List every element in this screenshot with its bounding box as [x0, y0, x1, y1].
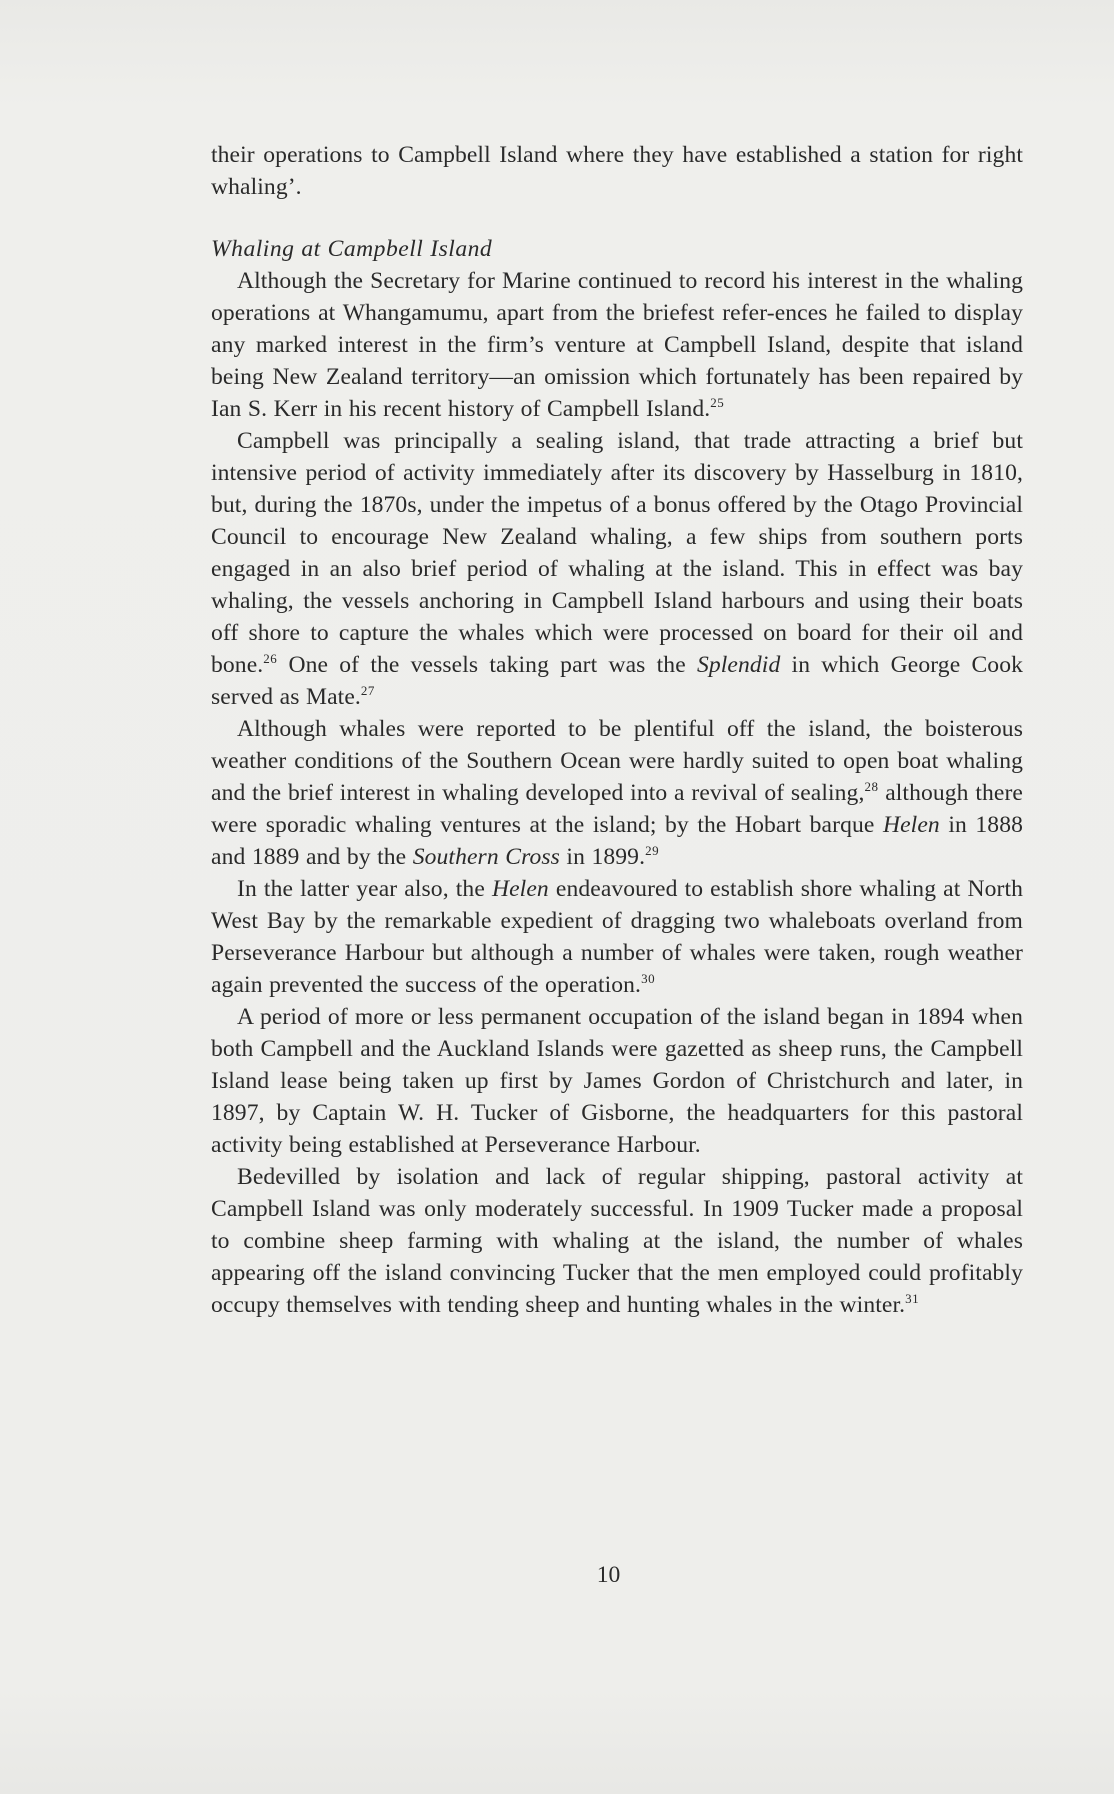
- continued-paragraph: [211, 139, 1023, 203]
- paragraph-5-text: A period of more or less permanent occupation of the island began in 1894 when both Campbell and the Auckland Islands were gazetted as sheep runs, the Campbell Island lease being taken up first by James Gordon of Christchurch and later, in 1897, by Captain W. H. Tucker of Gisborne, the headquarters for this pastoral activity being established at Perseverance Harbour.: [211, 1004, 1023, 1158]
- paragraph-1-text: Although the Secretary for Marine continued to record his interest in the whaling operations at Whangamumu, apart from the briefest refer-ences he failed to display any marked interest in the firm’s venture at Campbell Island, despite that island being New Zealand territory—an omission which fortunately has been repaired by Ian S. Kerr in his recent history of Campbell Island.: [211, 268, 1023, 422]
- footnote-ref: 27: [360, 683, 375, 698]
- body-text: [211, 139, 1023, 1321]
- footnote-ref: 28: [864, 779, 879, 794]
- continued-text: their operations to Campbell Island where they have established a station for right whaling’.: [211, 142, 1023, 200]
- ship-name: Helen: [882, 812, 940, 838]
- paragraph-3-text: in 1899.: [559, 844, 646, 870]
- section-heading: Whaling at Campbell Island: [211, 236, 493, 262]
- ship-name: Southern Cross: [412, 844, 560, 870]
- paragraph-6: [211, 1161, 1023, 1321]
- paragraph-3: [211, 713, 1023, 873]
- paragraph-5: [211, 1001, 1023, 1161]
- paragraph-2-text: in which George Cook served as Mate.: [211, 652, 1023, 710]
- footnote-ref: 25: [710, 395, 725, 410]
- paragraph-1: [211, 265, 1023, 425]
- footnote-ref: 29: [645, 843, 660, 858]
- paragraph-2-text: Campbell was principally a sealing island, that trade attracting a brief but intensive period of activity immediately after its discovery by Hasselburg in 1810, but, during the 1870s, under the impetus of a bonus offered by the Otago Provincial Council to encourage New Zealand whaling, a few ships from southern ports engaged in an also brief period of whaling at the island. This in effect was bay whaling, the vessels anchoring in Campbell Island harbours and using their boats off shore to capture the whales which were processed on board for their oil and bone.: [211, 428, 1023, 678]
- paragraph-2: [211, 425, 1023, 713]
- ship-name: Helen: [491, 876, 549, 902]
- footnote-ref: 26: [263, 651, 278, 666]
- paragraph-2-text: One of the vessels taking part was the: [277, 652, 697, 678]
- paragraph-3-text: in 1888 and 1889 and by the: [211, 812, 1023, 870]
- paragraph-6-text: Bedevilled by isolation and lack of regular shipping, pastoral activity at Campbell Island was only moderately successful. In 1909 Tucker made a proposal to combine sheep farming with whaling at the island, the number of whales appearing off the island convincing Tucker that the men employed could profitably occupy themselves with tending sheep and hunting whales in the winter.: [211, 1164, 1023, 1318]
- page-number: 10: [596, 1562, 621, 1588]
- ship-name: Splendid: [696, 652, 781, 678]
- paragraph-4-text: endeavoured to establish shore whaling at North West Bay by the remarkable expedient of dragging two whaleboats overland from Perseverance Harbour but although a number of whales were taken, rough weather again prevented the success of the operation.: [211, 876, 1023, 998]
- paragraph-3-text: although there were sporadic whaling ventures at the island; by the Hobart barque: [211, 780, 1023, 838]
- paragraph-3-text: Although whales were reported to be plentiful off the island, the boisterous weather conditions of the Southern Ocean were hardly suited to open boat whaling and the brief interest in whaling developed into a revival of sealing,: [211, 716, 1023, 806]
- footnote-ref: 30: [641, 971, 656, 986]
- paragraph-4-text: In the latter year also, the: [237, 876, 492, 902]
- paragraph-4: [211, 873, 1023, 1001]
- footnote-ref: 31: [905, 1291, 920, 1306]
